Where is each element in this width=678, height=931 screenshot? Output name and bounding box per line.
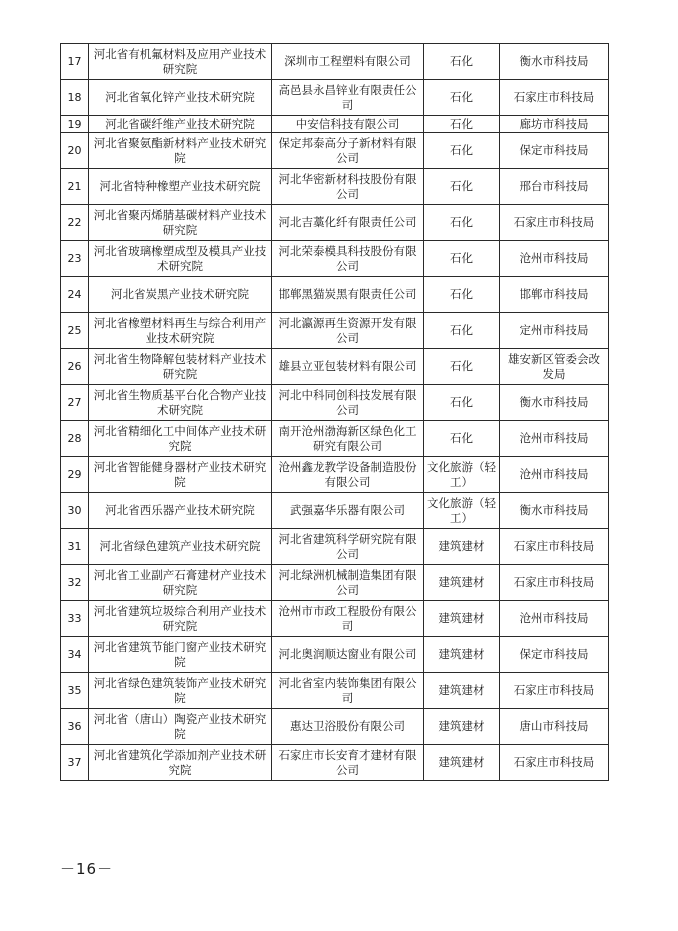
cell-number: 35: [61, 673, 89, 709]
cell-industry: 建筑建材: [424, 673, 500, 709]
cell-recommending-department: 定州市科技局: [500, 313, 609, 349]
cell-host-organization: 石家庄市长安育才建材有限公司: [272, 745, 424, 781]
cell-number: 36: [61, 709, 89, 745]
cell-institute-name: 河北省绿色建筑产业技术研究院: [89, 529, 272, 565]
institute-list-table: [60, 43, 609, 781]
cell-number: 17: [61, 44, 89, 80]
cell-host-organization: 河北省室内装饰集团有限公司: [272, 673, 424, 709]
table-row: [61, 421, 609, 457]
cell-number: 27: [61, 385, 89, 421]
cell-number: 37: [61, 745, 89, 781]
cell-industry: 石化: [424, 277, 500, 313]
cell-industry: 建筑建材: [424, 745, 500, 781]
cell-industry: 建筑建材: [424, 565, 500, 601]
cell-institute-name: 河北省生物降解包装材料产业技术研究院: [89, 349, 272, 385]
cell-institute-name: 河北省特种橡塑产业技术研究院: [89, 169, 272, 205]
cell-number: 31: [61, 529, 89, 565]
cell-industry: 石化: [424, 169, 500, 205]
cell-recommending-department: 衡水市科技局: [500, 385, 609, 421]
cell-institute-name: 河北省橡塑材料再生与综合利用产业技术研究院: [89, 313, 272, 349]
cell-host-organization: 深圳市工程塑料有限公司: [272, 44, 424, 80]
table-row: [61, 169, 609, 205]
cell-number: 18: [61, 80, 89, 116]
cell-host-organization: 河北奥润顺达窗业有限公司: [272, 637, 424, 673]
cell-industry: 石化: [424, 205, 500, 241]
cell-institute-name: 河北省氧化锌产业技术研究院: [89, 80, 272, 116]
table-row: [61, 565, 609, 601]
cell-host-organization: 雄县立亚包装材料有限公司: [272, 349, 424, 385]
cell-institute-name: 河北省精细化工中间体产业技术研究院: [89, 421, 272, 457]
cell-recommending-department: 石家庄市科技局: [500, 565, 609, 601]
cell-institute-name: 河北省生物质基平台化合物产业技术研究院: [89, 385, 272, 421]
cell-number: 20: [61, 133, 89, 169]
cell-number: 34: [61, 637, 89, 673]
table-row: [61, 349, 609, 385]
cell-institute-name: 河北省西乐器产业技术研究院: [89, 493, 272, 529]
table-row: [61, 80, 609, 116]
cell-industry: 石化: [424, 241, 500, 277]
cell-institute-name: 河北省建筑化学添加剂产业技术研究院: [89, 745, 272, 781]
cell-number: 19: [61, 116, 89, 133]
cell-host-organization: 河北瀛源再生资源开发有限公司: [272, 313, 424, 349]
cell-host-organization: 中安信科技有限公司: [272, 116, 424, 133]
cell-number: 30: [61, 493, 89, 529]
cell-institute-name: 河北省（唐山）陶瓷产业技术研究院: [89, 709, 272, 745]
cell-industry: 石化: [424, 80, 500, 116]
cell-host-organization: 惠达卫浴股份有限公司: [272, 709, 424, 745]
table-row: [61, 133, 609, 169]
cell-institute-name: 河北省工业副产石膏建材产业技术研究院: [89, 565, 272, 601]
cell-number: 25: [61, 313, 89, 349]
table-row: [61, 601, 609, 637]
table-row: [61, 241, 609, 277]
cell-institute-name: 河北省玻璃橡塑成型及模具产业技术研究院: [89, 241, 272, 277]
cell-recommending-department: 衡水市科技局: [500, 44, 609, 80]
cell-industry: 建筑建材: [424, 637, 500, 673]
cell-recommending-department: 石家庄市科技局: [500, 529, 609, 565]
cell-institute-name: 河北省有机氟材料及应用产业技术研究院: [89, 44, 272, 80]
cell-institute-name: 河北省聚丙烯腈基碳材料产业技术研究院: [89, 205, 272, 241]
table-row: [61, 205, 609, 241]
cell-industry: 石化: [424, 44, 500, 80]
cell-recommending-department: 石家庄市科技局: [500, 673, 609, 709]
table-row: [61, 116, 609, 133]
cell-host-organization: 武强嘉华乐器有限公司: [272, 493, 424, 529]
cell-institute-name: 河北省绿色建筑装饰产业技术研究院: [89, 673, 272, 709]
cell-industry: 石化: [424, 385, 500, 421]
cell-host-organization: 河北吉藁化纤有限责任公司: [272, 205, 424, 241]
cell-recommending-department: 石家庄市科技局: [500, 745, 609, 781]
cell-recommending-department: 邯郸市科技局: [500, 277, 609, 313]
table-row: [61, 44, 609, 80]
cell-institute-name: 河北省炭黑产业技术研究院: [89, 277, 272, 313]
cell-host-organization: 邯郸黑猫炭黑有限责任公司: [272, 277, 424, 313]
cell-industry: 石化: [424, 421, 500, 457]
cell-number: 28: [61, 421, 89, 457]
cell-host-organization: 保定邦泰高分子新材料有限公司: [272, 133, 424, 169]
table-row: [61, 529, 609, 565]
cell-recommending-department: 沧州市科技局: [500, 457, 609, 493]
cell-industry: 石化: [424, 116, 500, 133]
cell-host-organization: 河北华密新材科技股份有限公司: [272, 169, 424, 205]
cell-industry: 石化: [424, 133, 500, 169]
table-row: [61, 313, 609, 349]
cell-institute-name: 河北省建筑节能门窗产业技术研究院: [89, 637, 272, 673]
cell-industry: 石化: [424, 313, 500, 349]
cell-recommending-department: 衡水市科技局: [500, 493, 609, 529]
cell-recommending-department: 沧州市科技局: [500, 241, 609, 277]
cell-host-organization: 河北绿洲机械制造集团有限公司: [272, 565, 424, 601]
cell-industry: 文化旅游（轻工）: [424, 493, 500, 529]
table-body: [61, 44, 609, 781]
cell-recommending-department: 廊坊市科技局: [500, 116, 609, 133]
table-row: [61, 637, 609, 673]
cell-industry: 建筑建材: [424, 709, 500, 745]
cell-number: 29: [61, 457, 89, 493]
cell-number: 22: [61, 205, 89, 241]
cell-industry: 建筑建材: [424, 529, 500, 565]
cell-recommending-department: 保定市科技局: [500, 637, 609, 673]
cell-institute-name: 河北省建筑垃圾综合利用产业技术研究院: [89, 601, 272, 637]
cell-recommending-department: 邢台市科技局: [500, 169, 609, 205]
page-number: －16－: [60, 860, 114, 878]
cell-institute-name: 河北省聚氨酯新材料产业技术研究院: [89, 133, 272, 169]
cell-number: 32: [61, 565, 89, 601]
cell-number: 33: [61, 601, 89, 637]
table-row: [61, 457, 609, 493]
cell-host-organization: 河北荣泰模具科技股份有限公司: [272, 241, 424, 277]
cell-recommending-department: 唐山市科技局: [500, 709, 609, 745]
cell-host-organization: 沧州鑫龙教学设备制造股份有限公司: [272, 457, 424, 493]
cell-institute-name: 河北省智能健身器材产业技术研究院: [89, 457, 272, 493]
cell-industry: 文化旅游（轻工）: [424, 457, 500, 493]
table-row: [61, 709, 609, 745]
cell-number: 21: [61, 169, 89, 205]
cell-host-organization: 沧州市市政工程股份有限公司: [272, 601, 424, 637]
table-row: [61, 493, 609, 529]
cell-recommending-department: 雄安新区管委会改发局: [500, 349, 609, 385]
table-row: [61, 745, 609, 781]
cell-host-organization: 高邑县永昌锌业有限责任公司: [272, 80, 424, 116]
table-row: [61, 385, 609, 421]
table-row: [61, 277, 609, 313]
cell-industry: 建筑建材: [424, 601, 500, 637]
cell-institute-name: 河北省碳纤维产业技术研究院: [89, 116, 272, 133]
cell-recommending-department: 保定市科技局: [500, 133, 609, 169]
cell-recommending-department: 沧州市科技局: [500, 421, 609, 457]
table-row: [61, 673, 609, 709]
cell-number: 24: [61, 277, 89, 313]
cell-industry: 石化: [424, 349, 500, 385]
cell-recommending-department: 石家庄市科技局: [500, 80, 609, 116]
cell-host-organization: 河北中科同创科技发展有限公司: [272, 385, 424, 421]
cell-recommending-department: 沧州市科技局: [500, 601, 609, 637]
cell-number: 23: [61, 241, 89, 277]
cell-number: 26: [61, 349, 89, 385]
cell-host-organization: 河北省建筑科学研究院有限公司: [272, 529, 424, 565]
cell-recommending-department: 石家庄市科技局: [500, 205, 609, 241]
cell-host-organization: 南开沧州渤海新区绿色化工研究有限公司: [272, 421, 424, 457]
